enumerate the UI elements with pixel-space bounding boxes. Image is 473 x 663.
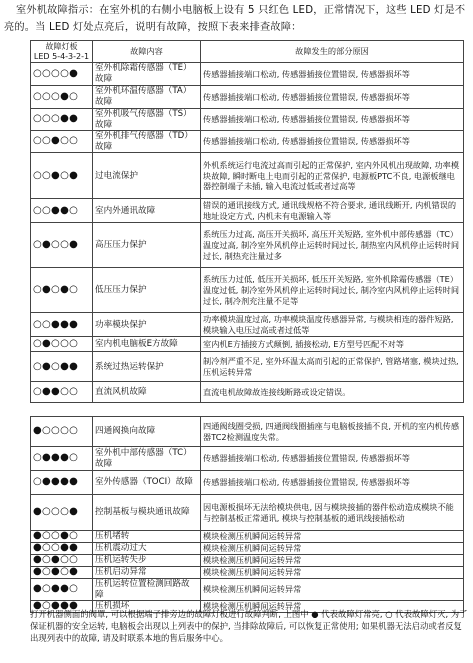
table-row (31, 567, 464, 579)
table-row (31, 223, 464, 268)
fault-cause: 四通阀线圈受损, 四通阀线圈插座与电脑板接插不良, 开机的室内机传感器TC2检测温度失常。 (201, 417, 464, 447)
fault-name: 控制基板与模块通讯故障 (93, 495, 201, 531)
table-row (31, 555, 464, 567)
led-pattern: ○●○●○ (31, 268, 93, 313)
fault-table-2 (30, 416, 464, 613)
fault-cause: 模块检测压机瞬间运转异常 (201, 543, 464, 555)
fault-cause: 外机系统运行电流过高而引起的正常保护, 室内外风机出现故障, 功率模块故障, 瞬时断电上电而引起的正常保护, 电源板PTC不良, 电源板继电器控制端子未插, 输入电流过低或者过高等 (201, 153, 464, 199)
fault-table-1 (30, 40, 464, 403)
led-header-line2: LED 5-4-3-2-1 (33, 51, 90, 61)
fault-cause: 模块检测压机瞬间运转异常 (201, 555, 464, 567)
fault-cause: 功率模块温度过高, 功率模块温度传感器异常, 与模块相连的器件短路, 模块输入电压过高或者过低等 (201, 313, 464, 337)
led-pattern: ○○○●● (31, 109, 93, 131)
footer-note: 打开机器侧面的阀罩, 可以根据端子排旁边的故障灯板进行故障判断, 上图中 ● 代表故障灯常亮, ○ 代表故障灯灭, 为了保证机器的安全运转, 电脑板会出现以上列表中的保护, 当排除故障后, 可以恢复正常使用; 如果机器无法启动或者反复出现列表中的故障, 请及时联系本地的售后服务中心。 (30, 609, 468, 643)
fault-cause: 制冷剂严重不足, 室外环温太高而引起的正常保护, 管路堵塞, 模块过热, 压机运转异常 (201, 352, 464, 382)
led-pattern: ●○●○● (31, 567, 93, 579)
fault-cause: 模块检测压机瞬间运转异常 (201, 531, 464, 543)
led-pattern: ○●○○● (31, 223, 93, 268)
fault-cause: 模块检测压机瞬间运转异常 (201, 579, 464, 601)
table-row (31, 63, 464, 86)
fault-name: 系统过热运转保护 (93, 352, 201, 382)
table-row (31, 109, 464, 131)
table-row (31, 199, 464, 223)
table-row (31, 153, 464, 199)
table-row (31, 471, 464, 495)
led-pattern: ○●●○○ (31, 382, 93, 403)
table-row (31, 382, 464, 403)
led-pattern: ●○○●● (31, 543, 93, 555)
led-pattern: ○○○●○ (31, 86, 93, 109)
fault-cause: 系统压力过低, 低压开关损坏, 低压开关短路, 室外机除霜传感器（TE）温度过低, 制冷室外风机停止运转时间过长, 制冷室内风机停止运转时间过长, 制冷剂充注量不足等 (201, 268, 464, 313)
led-pattern: ○○●○● (31, 153, 93, 199)
fault-cause: 传感器插接端口松动, 传感器插接位置错误, 传感器损坏等 (201, 109, 464, 131)
fault-name: 过电流保护 (93, 153, 201, 199)
fault-name: 室外机除霜传感器（TE）故障 (93, 63, 201, 86)
fault-cause: 室内机E方插接方式颠倒, 插接松动, E方型号匹配不对等 (201, 337, 464, 352)
led-pattern: ○○●○○ (31, 131, 93, 153)
led-pattern: ●○●●● (31, 601, 93, 613)
led-pattern: ●○○○● (31, 495, 93, 531)
fault-cause: 模块检测压机瞬间运转异常 (201, 567, 464, 579)
fault-name: 四通阀换向故障 (93, 417, 201, 447)
fault-cause: 错误的通讯接线方式, 通讯线规格不符合要求, 通讯线断开, 内机错误的地址设定方式, 内机未有电源输入等 (201, 199, 464, 223)
fault-cause: 系统压力过高, 高压开关损坏, 高压开关短路, 室外机中部传感器（TC）温度过高, 制冷室外风机停止运转时间过长, 制热室内风机停止运转时间过长, 制热充注量过多 (201, 223, 464, 268)
led-pattern: ○○●●○ (31, 199, 93, 223)
fault-name: 室内外通讯故障 (93, 199, 201, 223)
led-pattern: ●○○○○ (31, 417, 93, 447)
table-row (31, 579, 464, 601)
fault-name: 压机震动过大 (93, 543, 201, 555)
table-row (31, 131, 464, 153)
table-row (31, 495, 464, 531)
fault-name: 室外传感器（TOCI）故障 (93, 471, 201, 495)
table-row (31, 337, 464, 352)
fault-name: 直流风机故障 (93, 382, 201, 403)
fault-name: 高压压力保护 (93, 223, 201, 268)
table-row (31, 531, 464, 543)
fault-name: 室外机环温传感器（TA）故障 (93, 86, 201, 109)
cause-column-header: 故障发生的部分原因 (201, 41, 464, 63)
led-column-header (31, 41, 93, 63)
fault-name: 室外机排气传感器（TD）故障 (93, 131, 201, 153)
fault-cause: 传感器插接端口松动, 传感器插接位置错误, 传感器损坏等 (201, 63, 464, 86)
led-pattern: ○●○○○ (31, 337, 93, 352)
fault-cause: 直流电机故障故连接线断路或设定错误。 (201, 382, 464, 403)
fault-name: 功率模块保护 (93, 313, 201, 337)
fault-name: 室内机电脑板E方故障 (93, 337, 201, 352)
table-row (31, 417, 464, 447)
led-pattern: ●○○●○ (31, 531, 93, 543)
fault-name: 低压压力保护 (93, 268, 201, 313)
led-pattern: ●○●●○ (31, 579, 93, 601)
table-row (31, 352, 464, 382)
led-pattern: ○●○●● (31, 352, 93, 382)
fault-name: 室外机吸气传感器（TS）故障 (93, 109, 201, 131)
fault-column-header: 故障内容 (93, 41, 201, 63)
led-pattern: ○○○○● (31, 63, 93, 86)
fault-name: 室外机中部传感器（TC）故障 (93, 447, 201, 471)
led-header-line1: 故障灯板 (45, 41, 78, 51)
table-row (31, 268, 464, 313)
fault-name: 压机运转失步 (93, 555, 201, 567)
fault-name: 压机运转位置检测回路故障 (93, 579, 201, 601)
fault-name: 压机损坏 (93, 601, 201, 613)
table-row (31, 313, 464, 337)
fault-cause: 传感器插接端口松动, 传感器插接位置错误, 传感器损坏等 (201, 447, 464, 471)
led-pattern: ○●●●● (31, 471, 93, 495)
fault-cause: 传感器插接端口松动, 传感器插接位置错误, 传感器损坏等 (201, 131, 464, 153)
fault-cause: 传感器插接端口松动, 传感器插接位置错误, 传感器损坏等 (201, 471, 464, 495)
fault-name: 压机启动异常 (93, 567, 201, 579)
table-row (31, 543, 464, 555)
table-header-row (31, 41, 464, 63)
fault-name: 压机堵转 (93, 531, 201, 543)
table-row (31, 86, 464, 109)
fault-cause: 传感器插接端口松动, 传感器插接位置错误, 传感器损坏等 (201, 86, 464, 109)
led-pattern: ●○●○○ (31, 555, 93, 567)
led-pattern: ○●●●○ (31, 447, 93, 471)
intro-paragraph: 室外机故障指示：在室外机的右侧小电脑板上设有 5 只红色 LED，正常情况下，这些 LED 灯是不亮的。当 LED 灯处点亮后，说明有故障，按照下表来排查故障： (4, 5, 466, 33)
fault-cause: 因电源板损坏无法给模块供电, 因与模块接插的器件松动造成模块不能与控制基板正常通讯, 模块与控制基板的通讯线接插松动 (201, 495, 464, 531)
fault-cause: 模块检测压机瞬间运转异常 (201, 601, 464, 613)
table-row (31, 447, 464, 471)
led-pattern: ○○●●● (31, 313, 93, 337)
